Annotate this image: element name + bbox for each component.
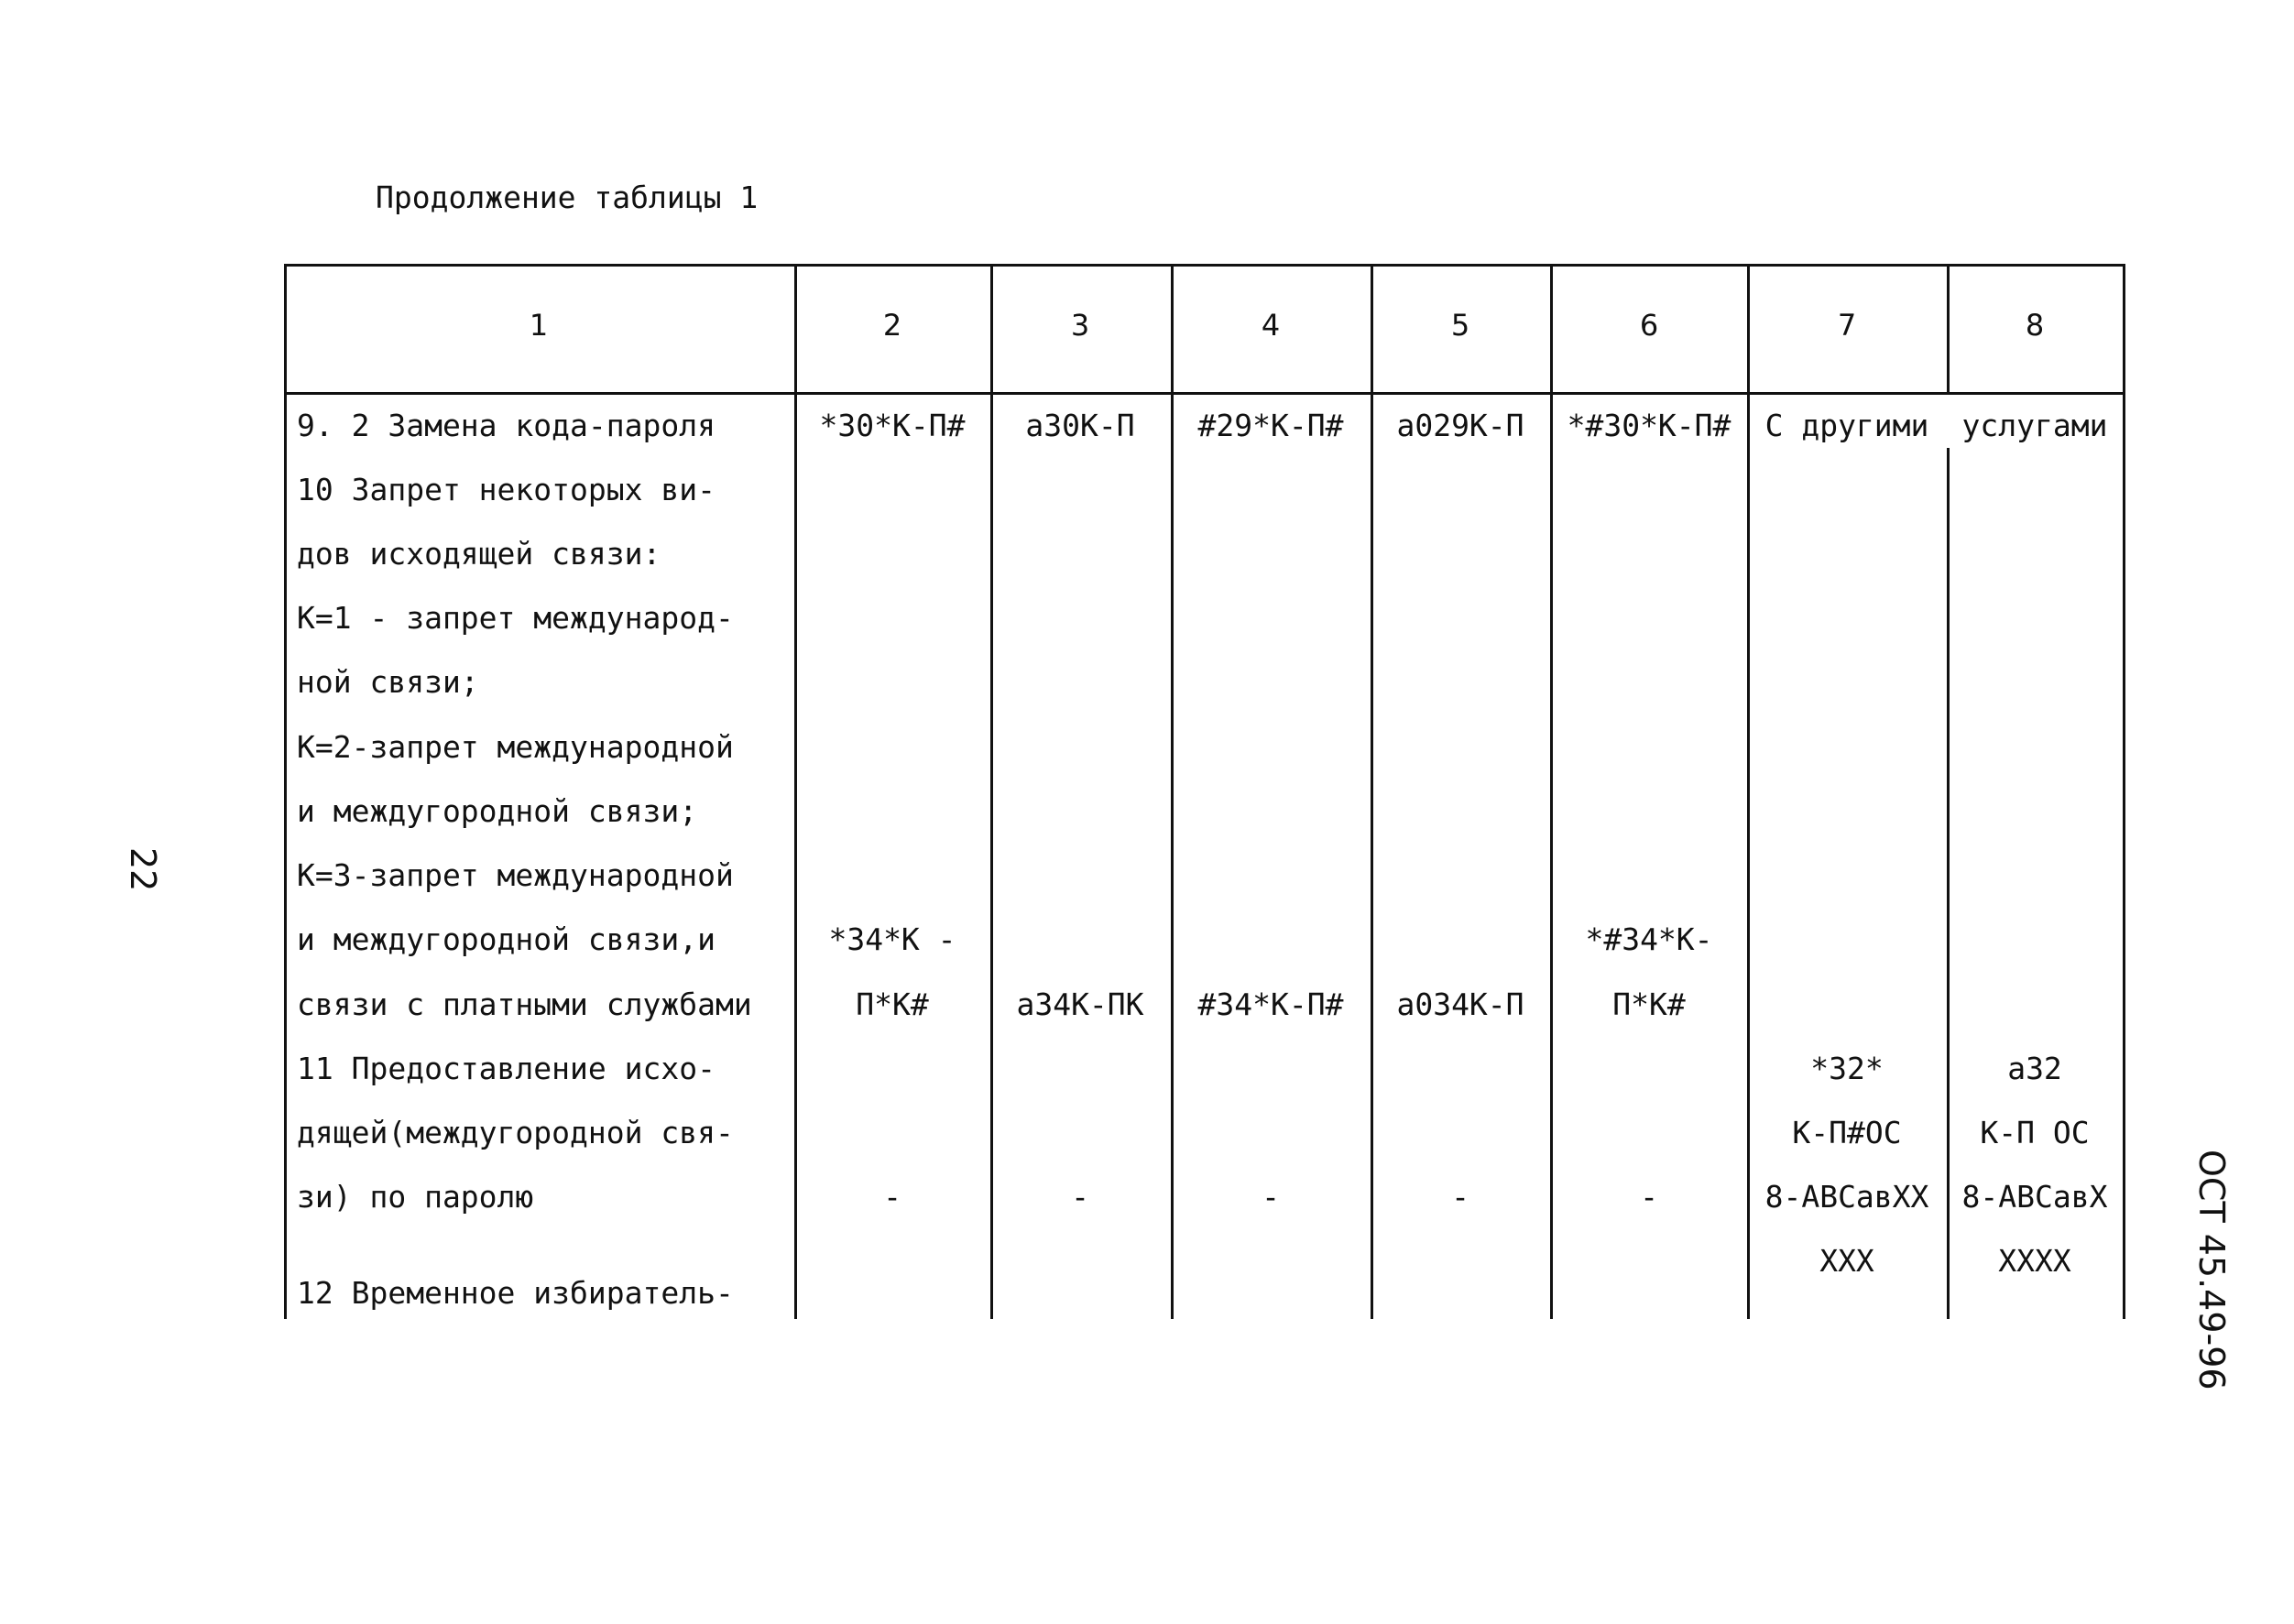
col1-line: К=3-запрет международной [297, 857, 734, 893]
col1-line: дов исходящей связи: [297, 536, 661, 572]
merged-cell-gap [1945, 395, 1952, 448]
column-border [990, 264, 993, 1319]
column-border [1747, 264, 1750, 1319]
header-col-7: 7 [1837, 308, 1857, 343]
page-number: 22 [123, 847, 163, 892]
cell-11-col2-dash: - [883, 1179, 901, 1215]
cell-11-col6-dash: - [1640, 1179, 1658, 1215]
table-top-border [284, 264, 2125, 267]
cell-10-col3: a34К-ПК [1016, 986, 1144, 1022]
column-border [1371, 264, 1373, 1319]
cell-11-col8-line: 8-АВСавХ [1961, 1179, 2108, 1215]
cell-9-2-col8: услугами [1961, 408, 2108, 443]
column-border [2123, 264, 2125, 1319]
col1-line: К=2-запрет международной [297, 729, 734, 765]
column-border [1550, 264, 1553, 1319]
header-col-3: 3 [1070, 308, 1090, 343]
cell-10-col2-line1: *34*К - [828, 921, 956, 957]
col1-line: и междугородной связи; [297, 793, 698, 829]
cell-9-2-col6: *#30*К-П# [1567, 408, 1731, 443]
cell-9-2-col4: #29*К-П# [1197, 408, 1344, 443]
cell-11-col7-line: 8-АВСавХХ [1764, 1179, 1929, 1215]
header-col-5: 5 [1450, 308, 1470, 343]
header-col-6: 6 [1639, 308, 1659, 343]
col1-line: К=1 - запрет международ- [297, 600, 734, 636]
cell-9-2-col7: С другими [1764, 408, 1929, 443]
header-col-8: 8 [2025, 308, 2045, 343]
cell-10-col6-line1: *#34*К- [1585, 921, 1713, 957]
col1-line: 9. 2 Замена кода-пароля [297, 408, 716, 443]
data-table [284, 264, 2125, 1319]
col1-line: 11 Предоставление исхо- [297, 1051, 716, 1086]
cell-11-col7-line: К-П#ОС [1792, 1115, 1902, 1150]
col1-line: дящей(междугородной свя- [297, 1115, 734, 1150]
col1-line: ной связи; [297, 664, 479, 700]
cell-11-col4-dash: - [1262, 1179, 1280, 1215]
cell-9-2-col5: a029К-П [1396, 408, 1524, 443]
col1-line: связи с платными службами [297, 986, 752, 1022]
col1-line: 10 Запрет некоторых ви- [297, 472, 716, 507]
cell-9-2-col3: a30К-П [1025, 408, 1135, 443]
cell-10-col6-line2: П*К# [1612, 986, 1686, 1022]
column-border [794, 264, 797, 1319]
col1-line: 12 Временное избиратель- [297, 1275, 734, 1311]
column-border [1171, 264, 1174, 1319]
cell-10-col5: a034К-П [1396, 986, 1524, 1022]
cell-11-col7-line: ХХХ [1819, 1243, 1874, 1279]
header-bottom-border [284, 392, 2125, 395]
cell-10-col2-line2: П*К# [856, 986, 929, 1022]
cell-11-col7-line: *32* [1810, 1051, 1884, 1086]
header-col-1: 1 [529, 308, 549, 343]
cell-11-col3-dash: - [1071, 1179, 1089, 1215]
header-col-2: 2 [882, 308, 902, 343]
table-caption: Продолжение таблицы 1 [376, 180, 759, 215]
column-border [284, 264, 287, 1319]
cell-11-col5-dash: - [1451, 1179, 1469, 1215]
document-code: ОСТ 45.49-96 [2191, 1150, 2232, 1390]
header-col-4: 4 [1261, 308, 1281, 343]
cell-9-2-col2: *30*К-П# [819, 408, 966, 443]
col1-line: и междугородной связи,и [297, 921, 716, 957]
col1-line: зи) по паролю [297, 1179, 534, 1215]
cell-11-col8-line: a32 [2007, 1051, 2062, 1086]
cell-11-col8-line: К-П ОС [1980, 1115, 2090, 1150]
cell-11-col8-line: ХХХХ [1998, 1243, 2071, 1279]
cell-10-col4: #34*К-П# [1197, 986, 1344, 1022]
